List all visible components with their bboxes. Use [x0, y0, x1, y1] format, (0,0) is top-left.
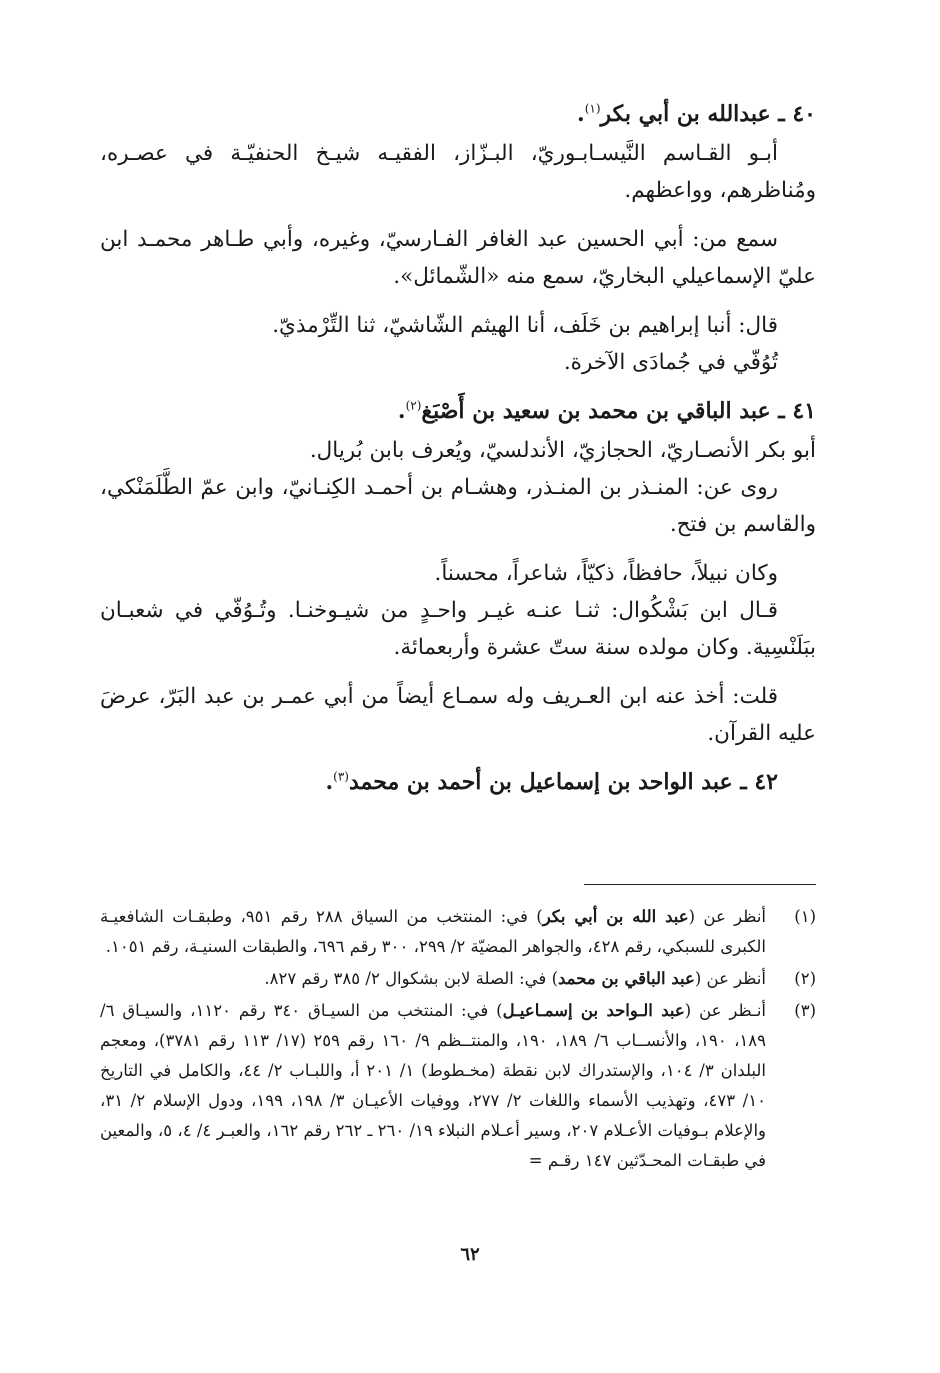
- footnote-2: (٢) أنظر عن (عبد الباقي بن محمد) في: الصلة لابن بشكوال ٢/ ٣٨٥ رقم ٨٢٧.: [100, 964, 816, 994]
- footnote-1: (١) أنظر عن (عبد الله بن أبي بكر) في: المنتخب من السياق ٢٨٨ رقم ٩٥١، وطبقـات الشافعيـة الكبرى للسبكي، رقم ٤٢٨، والجواهر المضيّة ٢/ ٢٩٩، ٣٠٠ رقم ٦٩٦، والطبقات السنيـة، رقم ١٠٥١.: [100, 902, 816, 962]
- page-number: ٦٢: [460, 1244, 480, 1265]
- paragraph: أبـو القـاسم النَّيسـابـوريّ، البـزّاز، الفقيـه شيـخ الحنفيّـة في عصـره، ومُناظرهم، وواعظهم.: [100, 141, 816, 203]
- paragraph: تُوُفّي في جُمادَى الآخرة.: [563, 350, 778, 375]
- footnote-ref: (٢): [405, 398, 422, 413]
- entry-42: [100, 764, 816, 801]
- entry-title: ٤٢ ـ عبد الواحد بن إسماعيل بن أحمد بن محمد$^{(٣)}$.: [325, 769, 778, 795]
- paragraph: روى عن: المنـذر بن المنـذر، وهشـام بن أحمـد الكِنـانيّ، وابن عمّ الطَّلَمَنْكي، والقاسم بن فتح.: [100, 475, 816, 537]
- main-text: [100, 96, 816, 803]
- footnote-number: (٣): [794, 1001, 816, 1020]
- entry-40: [100, 96, 816, 381]
- entry-title: ٤١ ـ عبد الباقي بن محمد بن سعيد بن أَصْبَغ$^{(٢)}$.: [397, 398, 816, 424]
- footnote-divider: [584, 884, 816, 885]
- footnote-ref: (١): [584, 101, 601, 116]
- entry-41: [100, 393, 816, 752]
- footnote-ref: (٣): [333, 769, 349, 784]
- footnote-number: (١): [794, 907, 816, 926]
- paragraph: وكان نبيلاً، حافظاً، ذكيّاً، شاعراً، محسناً.: [434, 561, 778, 586]
- footnote-number: (٢): [794, 969, 816, 988]
- entry-title: ٤٠ ـ عبدالله بن أبي بكر$^{(١)}$.: [577, 101, 816, 127]
- footnote-3: (٣) أنـظر عن (عبد الـواحد بن إسمـاعيـل) في: المنتخب من السيـاق ٣٤٠ رقم ١١٢٠، والسيـاق ٦/ ١٨٩، ١٩٠، والأنســاب ٦/ ١٨٩، ١٩٠، والمنتــظم ٩/ ١٦٠ رقم ٢٥٩ (١٧/ ١١٣ رقم ٣٧٨١)، ومعجم البلدان ٣/ ١٠٤، والإستدراك لابن نقطة (مخـطوط) ١/ ٢٠١ أ، واللبـاب ٢/ ٤٤، والكامل في التاريخ ١٠/ ٤٧٣، وتهذيب الأسماء واللغات ٢/ ٢٧٧، ووفيات الأعيـان ٣/ ١٩٨، ١٩٩، ودول الإسلام ٢/ ٣١، والإعلام بـوفيات الأعـلام ٢٠٧، وسير أعـلام النبلاء ١٩/ ٢٦٠ ـ ٢٦٢ رقم ١٦٢، والعبـر ٤/ ٤، ٥، والمعين في طبقـات المحـدّثين ١٤٧ رقـم =: [100, 996, 816, 1176]
- paragraph: قـال ابن بَشْكُوال: ثنـا عنـه غيـر واحـدٍ من شيـوخنـا. وتُـوُفّي في شعبـان ببَلَنْسِية. وكان مولده سنة ستّ عشرة وأربعمائة.: [100, 598, 816, 660]
- paragraph: قلت: أخذ عنه ابن العـريف وله سمـاع أيضاً من أبي عمـر بن عبد البَرّ، عرضَ عليه القرآن.: [100, 684, 816, 746]
- paragraph: قال: أنبا إبراهيم بن خَلَف، أنا الهيثم الشّاشيّ، ثنا التِّرْمذيّ.: [272, 313, 778, 338]
- paragraph: سمع من: أبي الحسين عبد الغافر الفـارسيّ، وغيره، وأبي طـاهر محمـد ابن عليّ الإسماعيلي البخاريّ، سمع منه «الشّمائل».: [100, 227, 816, 289]
- paragraph: أبو بكر الأنصـاريّ، الحجازيّ، الأندلسيّ، ويُعرف بابن بُريال.: [309, 438, 816, 463]
- footnotes: [100, 902, 816, 1178]
